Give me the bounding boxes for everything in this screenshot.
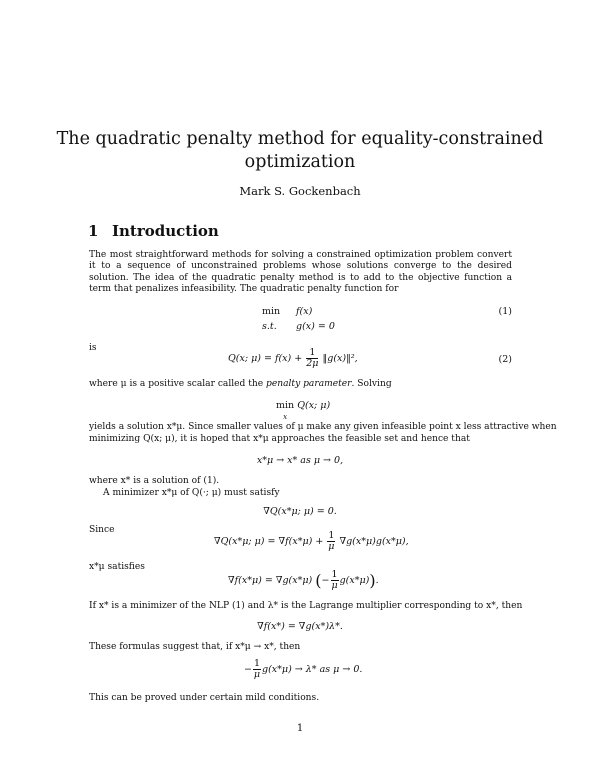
satisfies-eq-fraction (331, 570, 339, 591)
period: . (375, 575, 379, 586)
penalty-function-equation (228, 348, 358, 369)
problem-objective: f(x) (296, 306, 313, 317)
penalty-eq-fraction (306, 348, 318, 369)
fraction-denominator: μ (331, 580, 338, 591)
paper-title-line1: The quadratic penalty method for equality-constrained (56, 129, 544, 149)
text-yields-line2: minimizing Q(x; μ), it is hoped that x*μ approaches the feasible set and hence that (89, 434, 470, 444)
text-where-mu-end: . Solving (351, 379, 392, 389)
problem-min-row (262, 306, 312, 317)
text-satisfies: x*μ satisfies (89, 562, 145, 572)
fraction-numerator: 1 (328, 530, 335, 541)
text-where-x: where x* is a solution of (1). (89, 476, 220, 486)
text-since: Since (89, 525, 115, 535)
paper-title-line2: optimization (244, 152, 356, 172)
page-number: 1 (296, 723, 304, 734)
gradient-q-equation (214, 531, 409, 552)
text-where-mu (89, 379, 392, 389)
penalty-eq-rhs: ‖g(x)‖², (322, 353, 358, 364)
fraction-numerator: 1 (306, 348, 318, 359)
paragraph-intro: The most straightforward methods for solving a constrained optimization problem convert it to a sequence of unconstrained problems whose solutions converge to the desired solution. The idea of the quadratic penalty method is to add to the objective function a term that penalizes infeasibility. The quadratic penalty function for (89, 250, 512, 294)
min-operator-word: min (276, 400, 295, 411)
satisfies-eq-inner: g(x*μ) (339, 575, 370, 586)
satisfies-eq-lhs: ∇f(x*μ) = ∇g(x*μ) (228, 575, 313, 586)
paren-close: ) (369, 571, 376, 590)
gradient-eq-rhs: ∇g(x*μ)g(x*μ), (339, 536, 409, 547)
final-eq-rhs: g(x*μ) → λ* as μ → 0. (262, 664, 363, 675)
section-number: 1 (88, 222, 99, 240)
paper-author: Mark S. Gockenbach (239, 184, 361, 198)
minus-sign: − (321, 575, 330, 586)
fraction-denominator: μ (253, 669, 261, 680)
text-is: is (89, 343, 97, 353)
problem-st-row (262, 321, 335, 332)
equation-number-1: (1) (498, 306, 512, 317)
equation-number-2: (2) (498, 354, 512, 365)
problem-st-label: s.t. (262, 321, 277, 332)
section-title: Introduction (112, 222, 219, 240)
text-these-formulas: These formulas suggest that, if x*μ → x*, then (89, 642, 301, 652)
paren-open: ( (315, 571, 322, 590)
min-operator (276, 400, 294, 422)
fraction-denominator: μ (328, 541, 335, 552)
term-penalty-parameter: penalty parameter (266, 379, 352, 389)
kkt-equation: ∇f(x*) = ∇g(x*)λ*. (257, 621, 343, 632)
text-where-mu-start: where μ is a positive scalar called the (89, 379, 267, 389)
final-limit-equation (244, 659, 362, 680)
fraction-numerator: 1 (253, 658, 261, 669)
fraction-numerator: 1 (331, 569, 338, 580)
gradient-zero-equation: ∇Q(x*μ; μ) = 0. (263, 506, 337, 517)
final-eq-fraction (253, 659, 261, 680)
text-if-line: If x* is a minimizer of the NLP (1) and λ* is the Lagrange multiplier corresponding to x*, then (89, 601, 523, 611)
text-minimizer: A minimizer x*μ of Q(·; μ) must satisfy (103, 488, 280, 498)
minimize-q-equation (276, 400, 330, 422)
problem-min-label: min (262, 306, 281, 317)
min-operator-expression: Q(x; μ) (297, 400, 331, 411)
gradient-eq-lhs: ∇Q(x*μ; μ) = ∇f(x*μ) + (214, 536, 324, 547)
gradient-eq-fraction (327, 531, 335, 552)
penalty-eq-lhs: Q(x; μ) = f(x) + (228, 353, 303, 364)
min-operator-subscript: x (283, 413, 288, 421)
text-yields-line1: yields a solution x*μ. Since smaller values of μ make any given infeasible point x less attractive when (89, 422, 557, 432)
limit-equation: x*μ → x* as μ → 0, (256, 455, 344, 466)
problem-constraint: g(x) = 0 (296, 321, 335, 332)
text-closing: This can be proved under certain mild conditions. (89, 693, 320, 703)
satisfies-equation (228, 570, 379, 591)
section-heading (88, 222, 219, 240)
fraction-denominator: 2μ (306, 358, 319, 369)
minus-sign: − (244, 664, 252, 675)
